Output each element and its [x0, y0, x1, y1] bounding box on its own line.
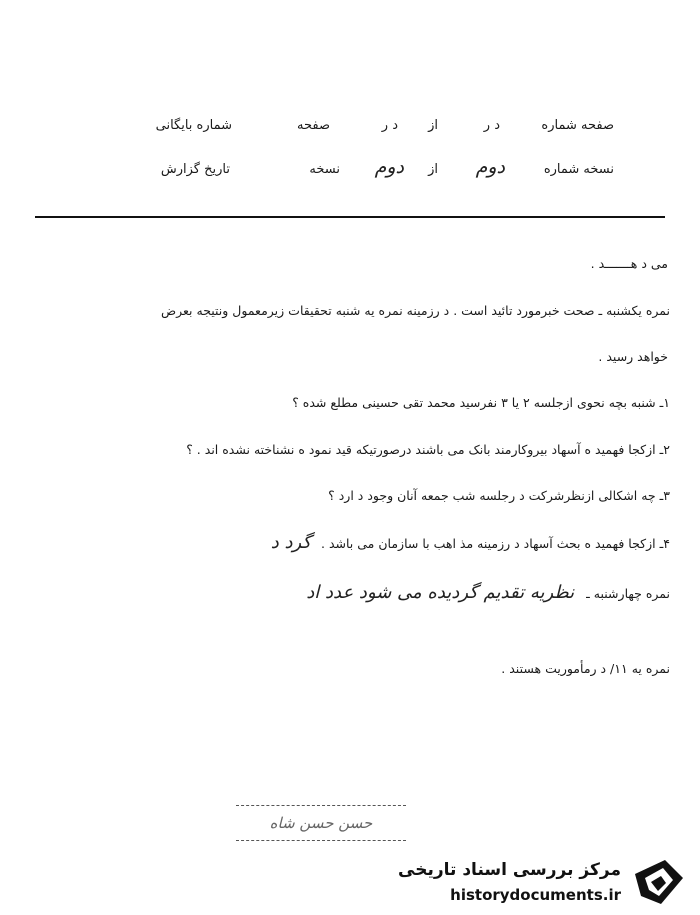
salutation: می د هـــــــد .: [590, 256, 668, 271]
item-1: ۱ـ شنبه بچه نحوی ازجلسه ۲ یا ۳ نفرسید محمد تقی حسینی مطلع شده ؟: [292, 395, 670, 410]
copy-number-label: نسخه شماره: [543, 162, 614, 177]
watermark-url: historydocuments.ir: [450, 886, 621, 904]
closing-line: نمره یه ۱۱/ د رمأموریت هستند .: [501, 661, 670, 676]
archive-logo-icon: [631, 856, 687, 908]
date-label: تاریخ گزارش: [160, 162, 230, 177]
signature-top-line: [236, 805, 406, 806]
of-value: د ر: [381, 118, 398, 133]
page-number-value: د ر: [483, 118, 500, 133]
header-divider: [35, 216, 665, 218]
archive-number-label: شماره بایگانی: [155, 118, 232, 133]
watermark-logo: [398, 852, 693, 912]
copies-label: نسخه: [309, 162, 340, 177]
copy-number-value: دوم: [475, 156, 505, 178]
item-4-handwritten-note: گرد د: [270, 532, 312, 553]
signature-name: حسن حسن شاه: [269, 814, 373, 832]
wednesday-line: [20, 584, 670, 603]
of-label: از: [428, 118, 438, 133]
watermark-title: مرکز بررسی اسناد تاریخی: [398, 860, 621, 880]
item-4: [20, 534, 670, 553]
pages-label: صفحه: [297, 118, 330, 133]
paragraph-1-line-1: نمره یکشنبه ـ صحت خبرمورد تائید است . د رزمینه نمره یه شنبه تحقیقات زیرمعمول ونتیجه بعرض: [161, 303, 670, 318]
wednesday-label: نمره چهارشنبه ـ: [586, 586, 670, 601]
signature-stamp: [236, 805, 406, 841]
paragraph-1-line-2: خواهد رسید .: [598, 349, 668, 364]
item-2: ۲ـ ازکجا فهمید ه آسهاد بیروکارمند بانک می باشند درصورتیکه قید نمود ه نشناخته نشده اند . ؟: [186, 442, 670, 457]
of-value-2: دوم: [374, 156, 404, 178]
signature-bottom-line: [236, 840, 406, 841]
item-4-text: ۴ـ ازکجا فهمید ه بحث آسهاد د رزمینه مذ اهب با سازمان می باشد .: [321, 536, 670, 551]
wednesday-handwritten-note: نظریه تقدیم گردیده می شود عدد اد: [306, 582, 575, 603]
item-3: ۳ـ چه اشکالی ازنظرشرکت د رجلسه شب جمعه آنان وجود د ارد ؟: [328, 488, 670, 503]
of-label-2: از: [428, 162, 438, 177]
page-number-label: صفحه شماره: [541, 118, 614, 133]
